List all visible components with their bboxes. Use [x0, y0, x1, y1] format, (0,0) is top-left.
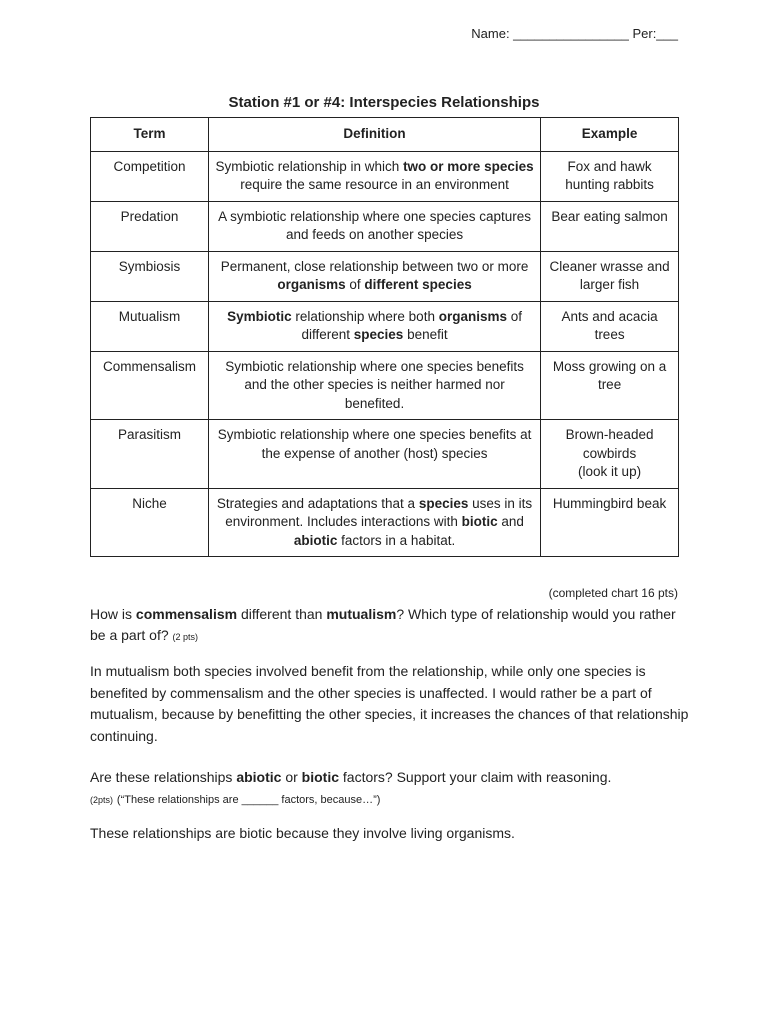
- question-abiotic-biotic: [90, 767, 690, 811]
- q1-text-post: ? Which type of relationship would you rather be a part of?: [90, 606, 676, 643]
- definition-text: relationship where both: [291, 308, 439, 324]
- table-row: [91, 420, 679, 489]
- definition-bold-term: species: [418, 495, 469, 511]
- example-cell: Fox and hawk hunting rabbits: [541, 151, 679, 201]
- definition-text: and: [497, 514, 524, 529]
- q1-points: (2 pts): [172, 632, 199, 642]
- q2-points: (2pts): [90, 795, 114, 805]
- q2-text-mid: or: [281, 769, 302, 785]
- definition-text: Symbiotic relationship where one species benefits at the expense of another (host) species: [217, 427, 532, 461]
- chart-points-note: (completed chart 16 pts): [548, 586, 678, 600]
- term-cell: Predation: [91, 201, 209, 251]
- header-term: Term: [91, 118, 209, 152]
- answer-commensalism-mutualism: In mutualism both species involved benefit from the relationship, while only one species is benefited by commensalism and the other species is unaffected. I would rather be a part of mutualism, because by benefitting the other species, it increases the chances of that relationship continuing.: [90, 663, 689, 744]
- name-period-line: Name: ________________ Per:___: [471, 26, 678, 41]
- q2-text-post: factors? Support your claim with reasoning.: [339, 769, 612, 785]
- answer-abiotic-biotic: These relationships are biotic because they involve living organisms.: [90, 825, 515, 841]
- example-cell: Cleaner wrasse and larger fish: [541, 251, 679, 301]
- definition-text: benefit: [403, 327, 448, 342]
- example-cell: Hummingbird beak: [541, 488, 679, 557]
- definition-text: A symbiotic relationship where one species captures and feeds on another species: [218, 208, 531, 242]
- definition-bold-term: different species: [364, 277, 472, 292]
- q1-text-pre: How is: [90, 606, 136, 622]
- q2-text-pre: Are these relationships: [90, 769, 237, 785]
- q1-text-mid: different than: [237, 606, 327, 622]
- definition-text: require the same resource in an environment: [240, 177, 509, 192]
- worksheet-title: Station #1 or #4: Interspecies Relationships: [228, 94, 540, 111]
- definition-text: Permanent, close relationship between two or more: [220, 258, 529, 274]
- example-cell: Bear eating salmon: [541, 201, 679, 251]
- term-cell: Mutualism: [91, 301, 209, 351]
- definition-cell: [208, 351, 540, 420]
- table-row: [91, 151, 679, 201]
- table-row: [91, 351, 679, 420]
- definition-bold-term: species: [353, 327, 404, 342]
- definition-text: of: [345, 277, 365, 292]
- definition-bold-term: two or more species: [403, 158, 534, 174]
- term-cell: Parasitism: [91, 420, 209, 489]
- table-body: [91, 151, 679, 557]
- q2-sentence-starter: (“These relationships are ______ factors, because…”): [116, 794, 381, 806]
- definition-bold-term: organisms: [277, 277, 346, 292]
- q2-bold-abiotic: abiotic: [236, 769, 282, 785]
- definition-bold-term: abiotic: [293, 532, 338, 548]
- example-cell: Moss growing on a tree: [541, 351, 679, 420]
- q1-bold-commensalism: commensalism: [135, 606, 238, 622]
- definition-bold-term: biotic: [461, 514, 498, 529]
- definition-cell: [208, 201, 540, 251]
- table-header-row: [91, 118, 679, 152]
- definition-text: Symbiotic relationship where one species benefits and the other species is neither harmed nor benefited.: [225, 358, 524, 411]
- definition-text: factors in a habitat.: [337, 532, 456, 548]
- term-cell: Competition: [91, 151, 209, 201]
- definition-cell: [208, 420, 540, 489]
- question-commensalism-mutualism: [90, 604, 690, 648]
- table-row: [91, 301, 679, 351]
- q1-bold-mutualism: mutualism: [326, 606, 397, 622]
- definition-text: Symbiotic relationship in which: [215, 158, 404, 174]
- example-cell: Ants and acacia trees: [541, 301, 679, 351]
- term-cell: Commensalism: [91, 351, 209, 420]
- definition-text: uses in its environment. Includes interactions with: [225, 495, 533, 529]
- definition-bold-term: organisms: [438, 308, 507, 324]
- term-cell: Niche: [91, 488, 209, 557]
- definition-cell: [208, 301, 540, 351]
- example-cell: Brown-headed cowbirds (look it up): [541, 420, 679, 489]
- table-row: [91, 201, 679, 251]
- definition-cell: [208, 251, 540, 301]
- table-row: [91, 488, 679, 557]
- header-example: Example: [541, 118, 679, 152]
- definition-text: Strategies and adaptations that a: [216, 495, 419, 511]
- q2-bold-biotic: biotic: [301, 769, 340, 785]
- term-cell: Symbiosis: [91, 251, 209, 301]
- definition-cell: [208, 151, 540, 201]
- table-row: [91, 251, 679, 301]
- definition-bold-term: Symbiotic: [227, 308, 292, 324]
- definition-text: of different: [301, 308, 522, 342]
- relationships-table: [90, 117, 679, 557]
- definition-cell: [208, 488, 540, 557]
- header-definition: Definition: [208, 118, 540, 152]
